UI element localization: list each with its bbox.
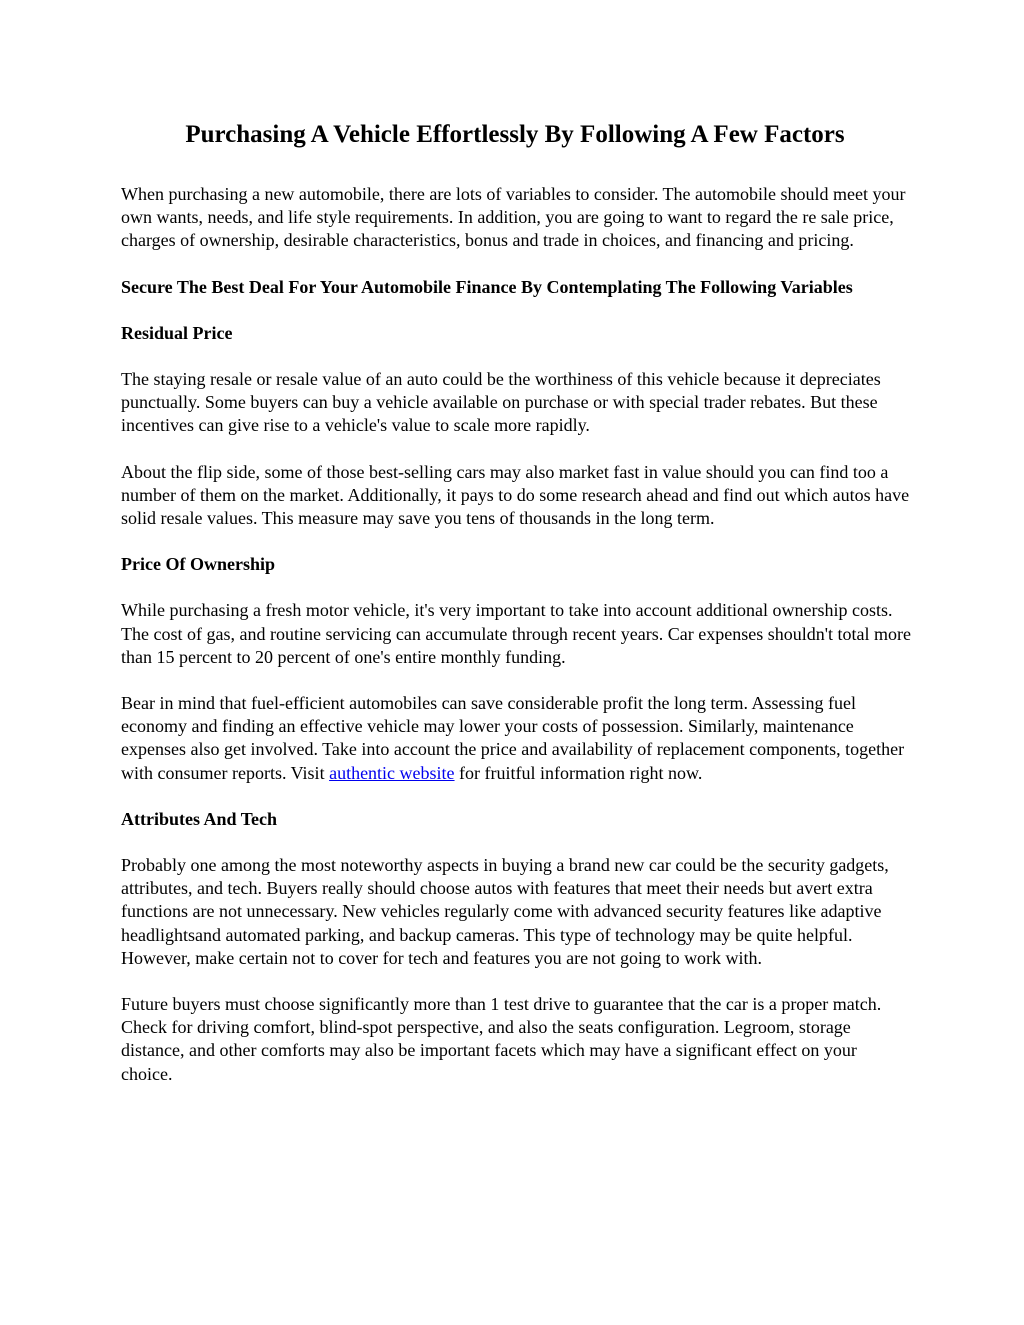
section-subtitle: Secure The Best Deal For Your Automobile Finance By Contemplating The Following Variables [121,276,853,297]
residual-price-heading: Residual Price [121,322,233,343]
ownership-heading: Price Of Ownership [121,554,275,575]
ownership-paragraph-2 [121,692,911,785]
document-title: Purchasing A Vehicle Effortlessly By Following A Few Factors [185,121,845,148]
intro-paragraph: When purchasing a new automobile, there are lots of variables to consider. The automobile should meet your own wants, needs, and life style requirements. In addition, you are going to want to regard the re sale price, charges of ownership, desirable characteristics, bonus and trade in choices, and financing and pricing. [121,184,906,251]
ownership-text-before-link: Bear in mind that fuel-efficient automobiles can save considerable profit the long term. Assessing fuel economy and finding an effective vehicle may lower your costs of possession. Similarly, maintenance expenses also get involved. Take into account the price and availability of replacement components, together with consumer reports. Visit [121,693,905,783]
document-page [121,118,911,1109]
ownership-text-after-link: for fruitful information right now. [454,762,703,783]
authentic-website-link[interactable]: authentic website [329,762,455,783]
residual-paragraph-2: About the flip side, some of those best-selling cars may also market fast in value should you can find too a number of them on the market. Additionally, it pays to do some research ahead and find out which autos have solid resale values. This measure may save you tens of thousands in the long term. [121,461,910,529]
attributes-heading: Attributes And Tech [121,808,278,829]
attributes-paragraph-2: Future buyers must choose significantly more than 1 test drive to guarantee that the car is a proper match. Check for driving comfort, blind-spot perspective, and also the seats configuration. Legroom, storage distance, and other comforts may also be important facets which may have a significant effect on your choice. [121,994,882,1084]
ownership-paragraph-1: While purchasing a fresh motor vehicle, it's very important to take into account additional ownership costs. The cost of gas, and routine servicing can accumulate through recent years. Car expenses shouldn't total more than 15 percent to 20 percent of one's entire monthly funding. [121,600,911,667]
residual-paragraph-1: The staying resale or resale value of an auto could be the worthiness of this vehicle because it depreciates punctually. Some buyers can buy a vehicle available on purchase or with special trader rebates. But these incentives can give rise to a vehicle's value to scale more rapidly. [121,369,881,436]
attributes-paragraph-1: Probably one among the most noteworthy aspects in buying a brand new car could be the security gadgets, attributes, and tech. Buyers really should choose autos with features that meet their needs but avert extra functions are not unnecessary. New vehicles regularly come with advanced security features like adaptive headlightsand automated parking, and backup cameras. This type of technology may be quite helpful. However, make certain not to cover for tech and features you are not going to work with. [121,855,889,968]
